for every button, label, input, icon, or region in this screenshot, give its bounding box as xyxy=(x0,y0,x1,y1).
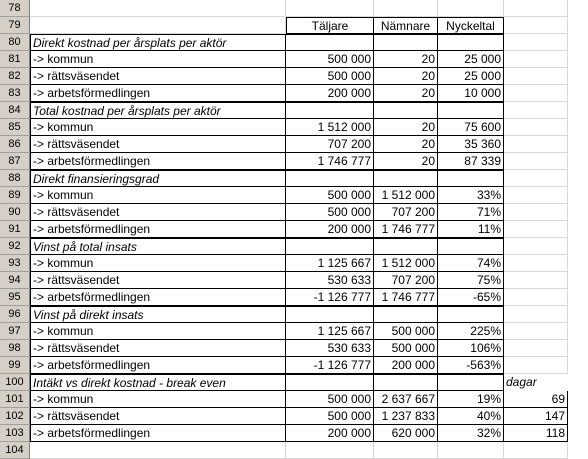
row-label[interactable]: -> kommun xyxy=(30,187,286,204)
cell[interactable] xyxy=(438,238,504,255)
nyckeltal-value[interactable]: 87 339 xyxy=(438,153,504,170)
row-label[interactable]: -> rättsväsendet xyxy=(30,204,286,221)
cell[interactable] xyxy=(438,102,504,119)
cell[interactable] xyxy=(504,204,568,221)
dagar-value[interactable]: 118 xyxy=(504,425,568,442)
sheet-row-102 xyxy=(0,408,588,425)
row-header[interactable]: 98 xyxy=(0,340,30,357)
row-header[interactable]: 81 xyxy=(0,51,30,68)
sheet-row-87 xyxy=(0,153,588,170)
row-label[interactable]: -> kommun xyxy=(30,323,286,340)
taljare-value[interactable]: 200 000 xyxy=(286,85,374,102)
cell[interactable] xyxy=(374,34,438,51)
row-label[interactable]: -> arbetsförmedlingen xyxy=(30,289,286,306)
sheet-row-83 xyxy=(0,85,588,102)
row-header[interactable]: 93 xyxy=(0,255,30,272)
sheet-row-92 xyxy=(0,238,588,255)
row-header[interactable]: 94 xyxy=(0,272,30,289)
row-header[interactable]: 103 xyxy=(0,425,30,442)
sheet-row-84 xyxy=(0,102,588,119)
row-header[interactable]: 91 xyxy=(0,221,30,238)
row-header[interactable]: 87 xyxy=(0,153,30,170)
nyckeltal-value[interactable]: 40% xyxy=(438,408,504,425)
cell[interactable] xyxy=(438,374,504,391)
namnare-value[interactable]: 20 xyxy=(374,119,438,136)
cell[interactable] xyxy=(374,374,438,391)
namnare-value[interactable]: 620 000 xyxy=(374,425,438,442)
taljare-value[interactable]: 500 000 xyxy=(286,408,374,425)
cell[interactable] xyxy=(286,0,374,17)
cell[interactable] xyxy=(374,170,438,187)
sheet-row-79 xyxy=(0,17,588,34)
nyckeltal-value[interactable]: -65% xyxy=(438,289,504,306)
row-label[interactable]: -> kommun xyxy=(30,119,286,136)
cell[interactable] xyxy=(374,0,438,17)
sheet-row-95 xyxy=(0,289,588,306)
sheet-row-103 xyxy=(0,425,588,442)
sheet-row-80 xyxy=(0,34,588,51)
section-title[interactable]: Total kostnad per årsplats per aktör xyxy=(30,102,286,119)
cell[interactable] xyxy=(504,17,568,34)
row-header[interactable]: 96 xyxy=(0,306,30,323)
nyckeltal-value[interactable]: 35 360 xyxy=(438,136,504,153)
cell[interactable] xyxy=(504,357,568,374)
cell[interactable] xyxy=(286,442,374,459)
taljare-value[interactable]: -1 126 777 xyxy=(286,289,374,306)
row-header[interactable]: 78 xyxy=(0,0,30,17)
cell[interactable] xyxy=(438,0,504,17)
row-header[interactable]: 86 xyxy=(0,136,30,153)
sheet-row-82 xyxy=(0,68,588,85)
cell[interactable] xyxy=(504,51,568,68)
sheet-row-99 xyxy=(0,357,588,374)
cell[interactable] xyxy=(504,289,568,306)
taljare-value[interactable]: 1 512 000 xyxy=(286,119,374,136)
cell[interactable] xyxy=(438,306,504,323)
taljare-value[interactable]: 1 125 667 xyxy=(286,255,374,272)
sheet-row-88 xyxy=(0,170,588,187)
taljare-value[interactable]: 707 200 xyxy=(286,136,374,153)
taljare-value[interactable]: 1 746 777 xyxy=(286,153,374,170)
sheet-row-85 xyxy=(0,119,588,136)
cell[interactable] xyxy=(504,255,568,272)
dagar-value[interactable]: 69 xyxy=(504,391,568,408)
nyckeltal-value[interactable]: 11% xyxy=(438,221,504,238)
row-header[interactable]: 90 xyxy=(0,204,30,221)
row-header[interactable]: 80 xyxy=(0,34,30,51)
cell[interactable] xyxy=(504,102,568,119)
row-label[interactable]: -> kommun xyxy=(30,391,286,408)
cell[interactable] xyxy=(286,34,374,51)
row-label[interactable]: -> kommun xyxy=(30,255,286,272)
section-title[interactable]: Vinst på total insats xyxy=(30,238,286,255)
sheet-row-81 xyxy=(0,51,588,68)
row-label[interactable]: -> rättsväsendet xyxy=(30,136,286,153)
nyckeltal-value[interactable]: 74% xyxy=(438,255,504,272)
sheet-row-90 xyxy=(0,204,588,221)
cell[interactable] xyxy=(374,102,438,119)
row-header[interactable]: 99 xyxy=(0,357,30,374)
namnare-value[interactable]: 200 000 xyxy=(374,357,438,374)
namnare-value[interactable]: 1 512 000 xyxy=(374,255,438,272)
namnare-value[interactable]: 1 512 000 xyxy=(374,187,438,204)
cell[interactable] xyxy=(286,170,374,187)
namnare-value[interactable]: 707 200 xyxy=(374,204,438,221)
cell[interactable] xyxy=(504,323,568,340)
row-header[interactable]: 83 xyxy=(0,85,30,102)
section-title[interactable]: Vinst på direkt insats xyxy=(30,306,286,323)
nyckeltal-value[interactable]: -563% xyxy=(438,357,504,374)
cell[interactable] xyxy=(504,0,568,17)
nyckeltal-value[interactable]: 33% xyxy=(438,187,504,204)
cell[interactable] xyxy=(374,306,438,323)
cell[interactable] xyxy=(286,238,374,255)
row-header[interactable]: 88 xyxy=(0,170,30,187)
taljare-value[interactable]: 200 000 xyxy=(286,425,374,442)
cell[interactable] xyxy=(504,68,568,85)
cell[interactable] xyxy=(504,238,568,255)
row-label[interactable]: -> arbetsförmedlingen xyxy=(30,425,286,442)
namnare-value[interactable]: 20 xyxy=(374,153,438,170)
row-label[interactable]: -> arbetsförmedlingen xyxy=(30,221,286,238)
cell[interactable] xyxy=(504,153,568,170)
taljare-value[interactable]: 530 633 xyxy=(286,340,374,357)
taljare-value[interactable]: 530 633 xyxy=(286,272,374,289)
cell[interactable] xyxy=(504,85,568,102)
row-label[interactable]: -> arbetsförmedlingen xyxy=(30,357,286,374)
namnare-value[interactable]: 1 237 833 xyxy=(374,408,438,425)
row-label[interactable]: -> kommun xyxy=(30,51,286,68)
cell[interactable] xyxy=(504,119,568,136)
nyckeltal-value[interactable]: 71% xyxy=(438,204,504,221)
row-header[interactable]: 100 xyxy=(0,374,30,391)
section-title[interactable]: Direkt kostnad per årsplats per aktör xyxy=(30,34,286,51)
cell[interactable] xyxy=(374,238,438,255)
row-label[interactable]: -> rättsväsendet xyxy=(30,68,286,85)
row-label[interactable]: -> rättsväsendet xyxy=(30,272,286,289)
row-header[interactable]: 82 xyxy=(0,68,30,85)
cell[interactable] xyxy=(504,187,568,204)
namnare-value[interactable]: 500 000 xyxy=(374,340,438,357)
nyckeltal-value[interactable]: 25 000 xyxy=(438,51,504,68)
nyckeltal-value[interactable]: 75% xyxy=(438,272,504,289)
taljare-value[interactable]: 500 000 xyxy=(286,51,374,68)
namnare-value[interactable]: 1 746 777 xyxy=(374,289,438,306)
cell[interactable] xyxy=(438,170,504,187)
row-header[interactable]: 101 xyxy=(0,391,30,408)
row-label[interactable]: -> arbetsförmedlingen xyxy=(30,153,286,170)
row-header[interactable]: 89 xyxy=(0,187,30,204)
nyckeltal-value[interactable]: 32% xyxy=(438,425,504,442)
taljare-value[interactable]: 500 000 xyxy=(286,68,374,85)
sheet-row-93 xyxy=(0,255,588,272)
sheet-row-101 xyxy=(0,391,588,408)
sheet-row-100 xyxy=(0,374,588,391)
dagar-value[interactable]: 147 xyxy=(504,408,568,425)
namnare-value[interactable]: 20 xyxy=(374,68,438,85)
cell[interactable] xyxy=(438,442,504,459)
nyckeltal-value[interactable]: 106% xyxy=(438,340,504,357)
row-header[interactable]: 104 xyxy=(0,442,30,459)
sheet-row-78 xyxy=(0,0,588,17)
row-label[interactable]: -> arbetsförmedlingen xyxy=(30,85,286,102)
cell[interactable] xyxy=(286,374,374,391)
namnare-value[interactable]: 500 000 xyxy=(374,323,438,340)
nyckeltal-value[interactable]: 75 600 xyxy=(438,119,504,136)
cell[interactable] xyxy=(504,221,568,238)
cell[interactable] xyxy=(30,0,286,17)
sheet-row-104 xyxy=(0,442,588,459)
row-header[interactable]: 85 xyxy=(0,119,30,136)
namnare-value[interactable]: 20 xyxy=(374,51,438,68)
sheet-row-91 xyxy=(0,221,588,238)
section-title[interactable]: Direkt finansieringsgrad xyxy=(30,170,286,187)
sheet-row-86 xyxy=(0,136,588,153)
cell[interactable] xyxy=(438,34,504,51)
row-label[interactable]: -> rättsväsendet xyxy=(30,340,286,357)
header-namnare[interactable]: Nämnare xyxy=(374,17,438,34)
taljare-value[interactable]: 1 125 667 xyxy=(286,323,374,340)
cell[interactable] xyxy=(30,17,286,34)
sheet-row-96 xyxy=(0,306,588,323)
cell[interactable] xyxy=(374,442,438,459)
cell[interactable] xyxy=(30,442,286,459)
nyckeltal-value[interactable]: 225% xyxy=(438,323,504,340)
cell[interactable] xyxy=(286,306,374,323)
taljare-value[interactable]: 500 000 xyxy=(286,187,374,204)
cell[interactable] xyxy=(286,102,374,119)
namnare-value[interactable]: 20 xyxy=(374,136,438,153)
cell[interactable] xyxy=(504,136,568,153)
namnare-value[interactable]: 2 637 667 xyxy=(374,391,438,408)
header-nyckeltal[interactable]: Nyckeltal xyxy=(438,17,504,34)
sheet-row-97 xyxy=(0,323,588,340)
row-header[interactable]: 102 xyxy=(0,408,30,425)
dagar-label[interactable]: dagar xyxy=(506,375,537,389)
cell[interactable] xyxy=(504,34,568,51)
nyckeltal-value[interactable]: 19% xyxy=(438,391,504,408)
taljare-value[interactable]: 500 000 xyxy=(286,204,374,221)
nyckeltal-value[interactable]: 25 000 xyxy=(438,68,504,85)
cell[interactable] xyxy=(504,442,568,459)
sheet-row-94 xyxy=(0,272,588,289)
section-title[interactable]: Intäkt vs direkt kostnad - break even xyxy=(30,374,286,391)
row-header[interactable]: 92 xyxy=(0,238,30,255)
cell[interactable] xyxy=(504,170,568,187)
namnare-value[interactable]: 1 746 777 xyxy=(374,221,438,238)
taljare-value[interactable]: -1 126 777 xyxy=(286,357,374,374)
sheet-row-98 xyxy=(0,340,588,357)
row-header[interactable]: 84 xyxy=(0,102,30,119)
namnare-value[interactable]: 707 200 xyxy=(374,272,438,289)
cell[interactable] xyxy=(504,340,568,357)
cell[interactable] xyxy=(504,272,568,289)
row-header[interactable]: 97 xyxy=(0,323,30,340)
taljare-value[interactable]: 500 000 xyxy=(286,391,374,408)
header-taljare[interactable]: Täljare xyxy=(286,17,374,34)
row-label[interactable]: -> rättsväsendet xyxy=(30,408,286,425)
row-header[interactable]: 95 xyxy=(0,289,30,306)
row-header[interactable]: 79 xyxy=(0,17,30,34)
namnare-value[interactable]: 20 xyxy=(374,85,438,102)
cell[interactable] xyxy=(504,306,568,323)
nyckeltal-value[interactable]: 10 000 xyxy=(438,85,504,102)
taljare-value[interactable]: 200 000 xyxy=(286,221,374,238)
sheet-row-89 xyxy=(0,187,588,204)
